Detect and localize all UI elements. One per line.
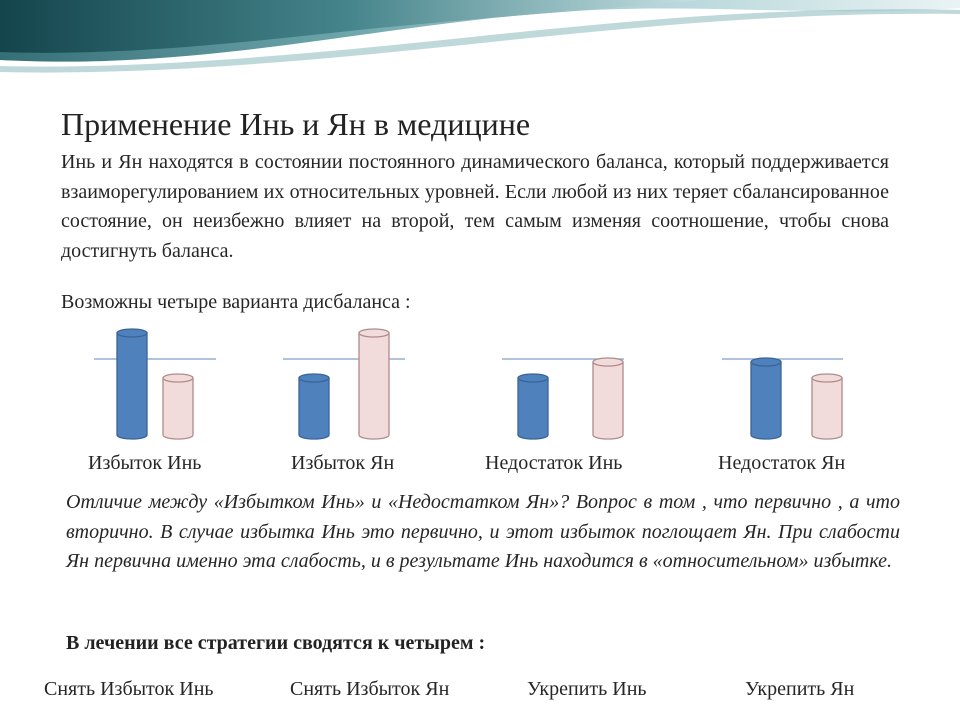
yin-cylinder-deficiency-yang — [751, 358, 781, 439]
strategy-strengthen-yang: Укрепить Ян — [745, 678, 855, 700]
yin-cylinder-deficiency-yin — [518, 374, 548, 439]
yang-cylinder-excess-yang — [359, 329, 389, 439]
header-wave-decoration — [0, 0, 960, 80]
label-deficiency-yang: Недостаток Ян — [718, 452, 846, 474]
yin-cylinder-excess-yang — [299, 374, 329, 439]
treatment-heading: В лечении все стратегии сводятся к четырем : — [66, 632, 486, 654]
strategy-reduce-excess-yang: Снять Избыток Ян — [290, 678, 450, 700]
slide-title: Применение Инь и Ян в медицине — [61, 106, 531, 142]
yang-cylinder-excess-yin — [163, 374, 193, 439]
strategy-reduce-excess-yin: Снять Избыток Инь — [44, 678, 214, 700]
yang-cylinder-deficiency-yang — [812, 374, 842, 439]
label-deficiency-yin: Недостаток Инь — [485, 452, 623, 474]
yin-cylinder-excess-yin — [117, 329, 147, 439]
yang-cylinder-deficiency-yin — [593, 358, 623, 439]
variants-intro: Возможны четыре варианта дисбаланса : — [61, 291, 411, 313]
intro-paragraph: Инь и Ян находятся в состоянии постоянного динамического баланса, который поддерживается взаиморегулированием их относительных уровней. Если любой из них теряет сбалансированное состояние, он неизбежно влияет на второй, тем самым изменяя соотношение, чтобы снова достигнуть баланса. — [61, 151, 889, 262]
difference-explanation: Отличие между «Избытком Инь» и «Недостатком Ян»? Вопрос в том , что первично , а что вторично. В случае избытка Инь это первично, и этот избыток поглощает Ян. При слабости Ян первична именно эта слабость, и в результате Инь находится в «относительном» избытке. — [66, 491, 900, 572]
imbalance-diagram — [0, 320, 960, 445]
label-excess-yin: Избыток Инь — [88, 452, 202, 474]
strategy-strengthen-yin: Укрепить Инь — [527, 678, 647, 700]
label-excess-yang: Избыток Ян — [291, 452, 395, 474]
